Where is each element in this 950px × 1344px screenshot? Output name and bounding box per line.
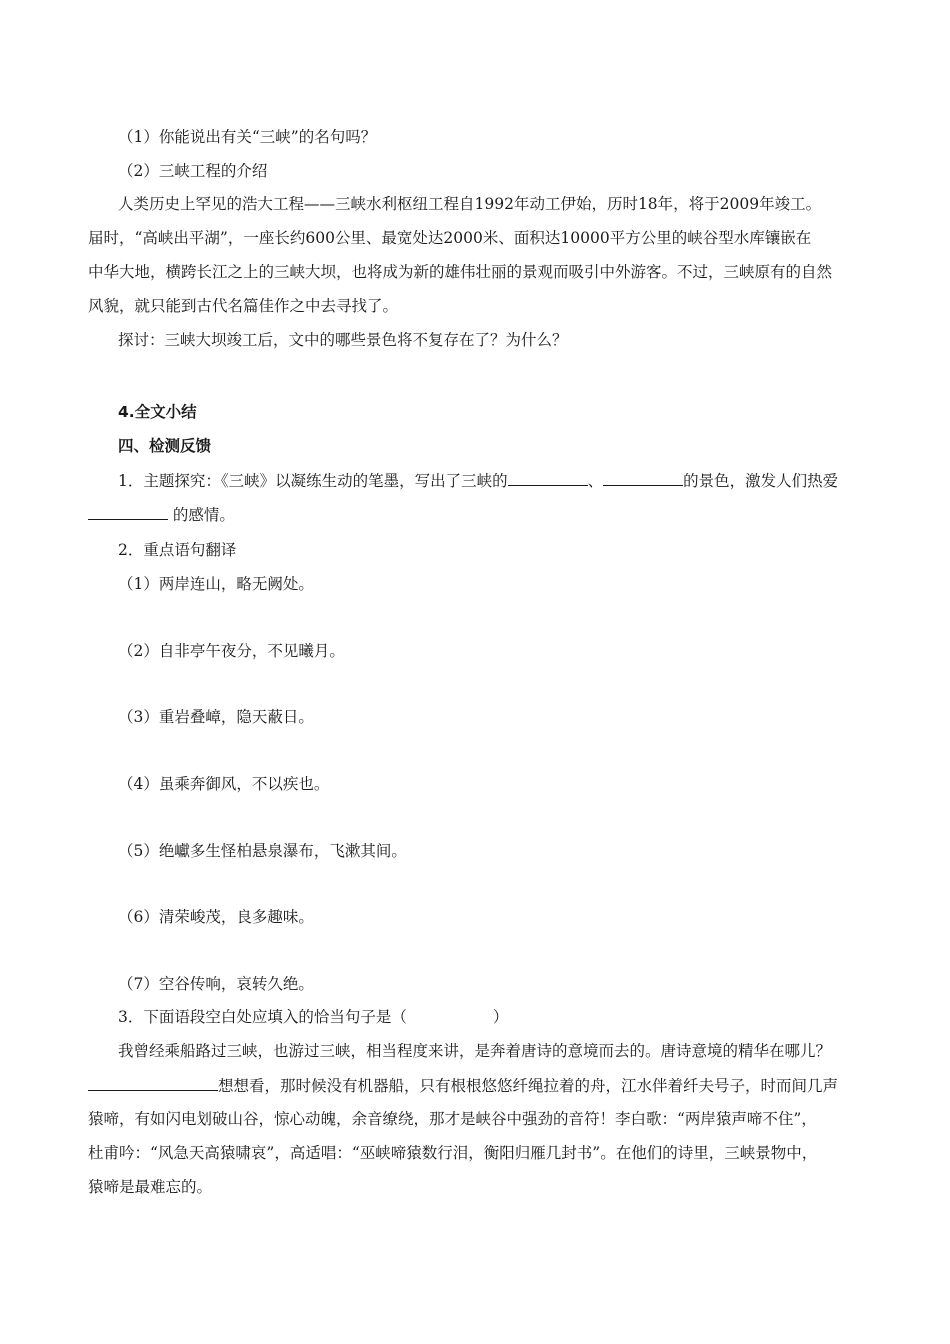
translation-sentence-1: （1）两岸连山，略无阙处。 <box>118 575 314 593</box>
intro-paragraph-line-2: 届时，“高峡出平湖”，一座长约600公里、最宽处达2000米、面积达10000平方公里的峡谷型水库镶嵌在 <box>88 229 812 247</box>
passage-line-2 <box>88 1075 838 1096</box>
passage-line-2-text: 想想看，那时候没有机器船，只有根根悠悠纤绳拉着的舟，江水伴着纤夫号子，时而间几声 <box>218 1077 839 1095</box>
translation-sentence-2: （2）自非亭午夜分，不见曦月。 <box>118 642 345 660</box>
intro-paragraph-line-1: 人类历史上罕见的浩大工程——三峡水利枢纽工程自1992年动工伊始，历时18年，将于2009年竣工。 <box>118 195 822 213</box>
passage-line-5: 猿啼是最难忘的。 <box>88 1178 213 1196</box>
theme-question-prefix: 1．主题探究：《三峡》以凝练生动的笔墨，写出了三峡的 <box>118 472 508 490</box>
translation-sentence-7: （7）空谷传响，哀转久绝。 <box>118 975 314 993</box>
discussion-prompt: 探讨：三峡大坝竣工后，文中的哪些景色将不复存在了？为什么？ <box>118 331 568 349</box>
translation-sentence-4: （4）虽乘奔御风，不以疾也。 <box>118 775 330 793</box>
passage-line-3: 猿啼，有如闪电划破山谷，惊心动魄，余音缭绕，那才是峡谷中强劲的音符！李白歌：“两岸猿声啼不住”， <box>88 1110 817 1128</box>
translation-sentence-3: （3）重岩叠嶂，隐天蔽日。 <box>118 708 314 726</box>
summary-heading: 4.全文小结 <box>118 403 197 421</box>
theme-question-line-2 <box>88 504 235 525</box>
passage-answer-blank[interactable] <box>88 1075 218 1091</box>
feedback-heading: 四、检测反馈 <box>118 437 212 455</box>
fill-blank-question-suffix: ） <box>492 1008 509 1026</box>
passage-line-4: 杜甫吟：“风急天高猿啸哀”，高适唱：“巫峡啼猿数行泪，衡阳归雁几封书”。在他们的诗里，三峡景物中， <box>88 1144 818 1162</box>
theme-question-line-1 <box>118 470 838 491</box>
question-famous-lines: （1）你能说出有关“三峡”的名句吗？ <box>118 128 377 146</box>
translation-heading: 2．重点语句翻译 <box>118 541 237 559</box>
answer-blank-1[interactable] <box>508 470 588 486</box>
translation-sentence-5: （5）绝巘多生怪柏悬泉瀑布，飞漱其间。 <box>118 842 407 860</box>
answer-blank-2[interactable] <box>603 470 683 486</box>
theme-question-separator: 、 <box>587 472 604 490</box>
translation-sentence-6: （6）清荣峻茂，良多趣味。 <box>118 908 314 926</box>
theme-question-line2-suffix: 的感情。 <box>168 506 235 524</box>
passage-line-1: 我曾经乘船路过三峡，也游过三峡，相当程度来讲，是奔着唐诗的意境而去的。唐诗意境的精华在哪儿？ <box>118 1042 832 1060</box>
theme-question-suffix: 的景色，激发人们热爱 <box>683 472 839 490</box>
answer-blank-3[interactable] <box>88 504 168 520</box>
fill-blank-question <box>118 1007 508 1027</box>
intro-paragraph-line-4: 风貌，就只能到古代名篇佳作之中去寻找了。 <box>88 297 399 315</box>
question-project-intro: （2）三峡工程的介绍 <box>118 162 268 180</box>
intro-paragraph-line-3: 中华大地，横跨长江之上的三峡大坝，也将成为新的雄伟壮丽的景观而吸引中外游客。不过，三峡原有的自然 <box>88 263 833 281</box>
fill-blank-question-prefix: 3．下面语段空白处应填入的恰当句子是（ <box>118 1008 407 1026</box>
